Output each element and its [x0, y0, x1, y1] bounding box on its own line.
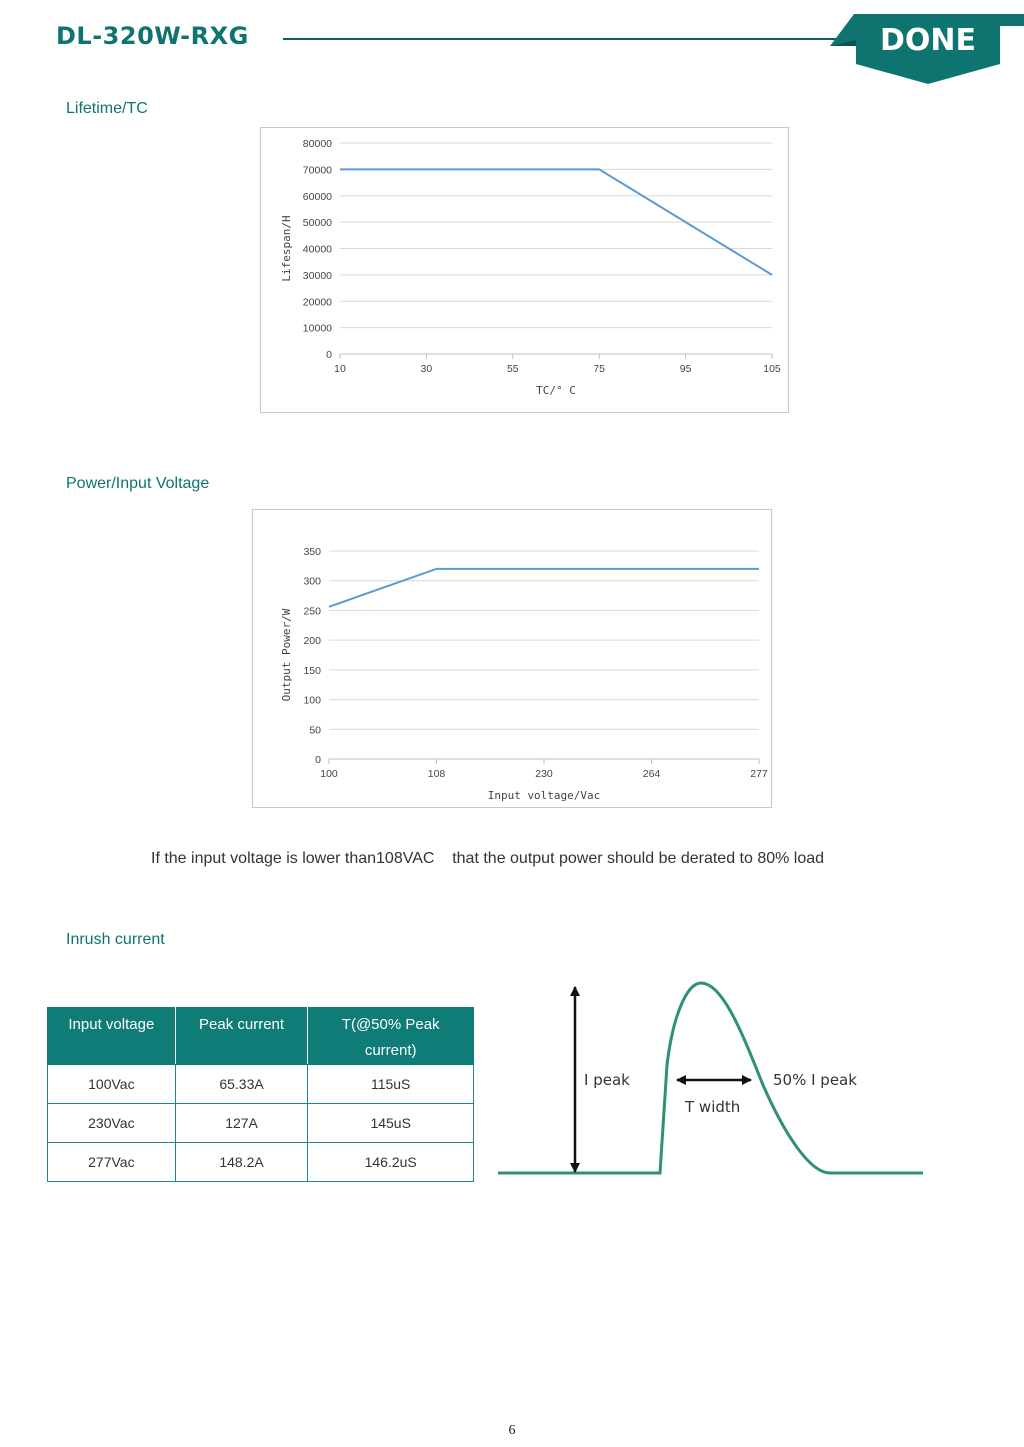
- section-title-lifetime: Lifetime/TC: [66, 100, 148, 117]
- i-peak-label: I peak: [584, 1071, 630, 1089]
- cell-input-voltage: 100Vac: [48, 1065, 176, 1104]
- cell-input-voltage: 230Vac: [48, 1104, 176, 1143]
- model-title: DL-320W-RXG: [56, 22, 249, 50]
- section-title-power: Power/Input Voltage: [66, 475, 210, 492]
- y-axis-label: Output Power/W: [280, 608, 293, 702]
- y-tick-label: 30000: [302, 269, 332, 282]
- page-number: 6: [508, 1423, 516, 1438]
- cell-peak-current: 65.33A: [175, 1065, 308, 1104]
- y-tick-label: 250: [303, 605, 321, 618]
- logo-text: DONE: [879, 23, 977, 58]
- power-chart-frame: [252, 509, 772, 808]
- power-chart: [253, 510, 771, 807]
- section-title-inrush: Inrush current: [66, 931, 165, 948]
- y-tick-label: 350: [303, 546, 321, 558]
- y-tick-label: 10000: [302, 322, 332, 335]
- x-tick-label: 277: [750, 768, 768, 780]
- x-tick-label: 264: [642, 768, 661, 780]
- x-tick-label: 95: [679, 363, 692, 375]
- x-tick-label: 75: [593, 363, 606, 375]
- lifetime-chart: [261, 128, 788, 412]
- y-tick-label: 50000: [302, 217, 332, 230]
- x-tick-label: 230: [535, 768, 553, 780]
- y-tick-label: 40000: [302, 243, 332, 256]
- x-tick-label: 100: [320, 768, 338, 780]
- cell-t-width: 115uS: [308, 1065, 474, 1104]
- x-tick-label: 30: [420, 363, 433, 375]
- lifetime-chart-frame: [260, 127, 789, 413]
- x-tick-label: 10: [334, 363, 346, 375]
- cell-t-width: 146.2uS: [308, 1143, 474, 1182]
- y-tick-label: 150: [303, 664, 321, 677]
- cell-peak-current: 148.2A: [175, 1143, 308, 1182]
- half-peak-label: 50% I peak: [773, 1071, 857, 1089]
- table-header-row: [48, 1008, 474, 1065]
- x-tick-label: 55: [506, 363, 519, 375]
- header-t-50-peak: T(@50% Peak current): [308, 1008, 474, 1065]
- y-tick-label: 300: [303, 575, 321, 588]
- y-tick-label: 70000: [302, 164, 332, 177]
- y-tick-label: 20000: [302, 296, 332, 309]
- inrush-curve: [498, 983, 923, 1173]
- t-width-label: T width: [685, 1098, 741, 1116]
- y-tick-label: 80000: [302, 138, 332, 150]
- inrush-table: [47, 1007, 474, 1182]
- x-axis-label: TC/° C: [536, 384, 576, 397]
- y-tick-label: 200: [303, 635, 321, 648]
- table-row: [48, 1104, 474, 1143]
- derating-note: If the input voltage is lower than108VAC that the output power should be derated to 80% load: [151, 850, 825, 867]
- header-divider: [283, 38, 843, 40]
- cell-peak-current: 127A: [175, 1104, 308, 1143]
- y-tick-label: 60000: [302, 190, 332, 203]
- table-row: [48, 1065, 474, 1104]
- inrush-waveform-diagram: [495, 975, 927, 1185]
- x-tick-label: 108: [427, 768, 446, 780]
- y-tick-label: 0: [326, 349, 332, 361]
- header-input-voltage: Input voltage: [48, 1008, 176, 1065]
- x-axis-label: Input voltage/Vac: [487, 789, 601, 802]
- table-row: [48, 1143, 474, 1182]
- x-tick-label: 105: [763, 363, 781, 375]
- y-tick-label: 0: [315, 754, 321, 766]
- cell-input-voltage: 277Vac: [48, 1143, 176, 1182]
- done-logo: [828, 12, 1024, 86]
- cell-t-width: 145uS: [308, 1104, 474, 1143]
- series-line: [329, 569, 759, 607]
- y-tick-label: 100: [303, 694, 321, 707]
- y-tick-label: 50: [309, 724, 321, 737]
- y-axis-label: Lifespan/H: [280, 215, 293, 282]
- header-peak-current: Peak current: [175, 1008, 308, 1065]
